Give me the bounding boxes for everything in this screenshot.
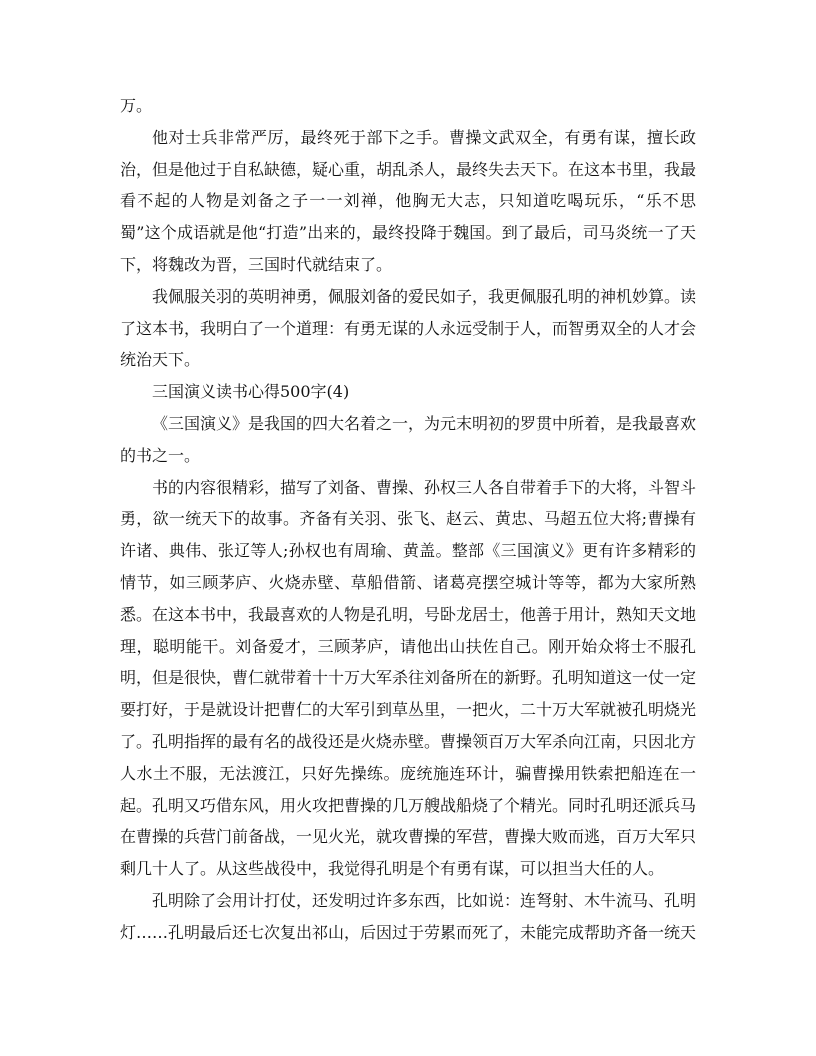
paragraph-cao-cao-liu-shan: 他对士兵非常严厉，最终死于部下之手。曹操文武双全，有勇有谋，擅长政治，但是他过于自私缺德，疑心重，胡乱杀人，最终失去天下。在这本书里，我最看不起的人物是刘备之子一一刘禅，他胸无大志，只知道吃喝玩乐，“乐不思蜀”这个成语就是他“打造”出来的，最终投降于魏国。到了最后，司马炎统一了天下，将魏改为晋，三国时代就结束了。 bbox=[120, 127, 697, 274]
paragraph-admiration: 我佩服关羽的英明神勇，佩服刘备的爱民如子，我更佩服孔明的神机妙算。读了这本书，我明白了一个道理：有勇无谋的人永远受制于人，而智勇双全的人才会统治天下。 bbox=[120, 286, 697, 370]
document-page bbox=[120, 90, 696, 949]
paragraph-continuation: 万。 bbox=[120, 96, 153, 115]
paragraph-inventions: 孔明除了会用计打仗，还发明过许多东西，比如说：连弩射、木牛流马、孔明灯……孔明最后还七次复出祁山，后因过于劳累而死了，未能完成帮助齐备一统天 bbox=[120, 890, 697, 942]
paragraph-story-kongming: 书的内容很精彩，描写了刘备、曹操、孙权三人各自带着手下的大将，斗智斗勇，欲一统天下的故事。齐备有关羽、张飞、赵云、黄忠、马超五位大将;曹操有许诸、典伟、张辽等人;孙权也有周瑜、黄盖。整部《三国演义》更有许多精彩的情节，如三顾茅庐、火烧赤壁、草船借箭、诸葛亮摆空城计等等，都为大家所熟悉。在这本书中，我最喜欢的人物是孔明，号卧龙居士，他善于用计，熟知天文地理，聪明能干。刘备爱才，三顾茅庐，请他出山扶佐自己。刚开始众将士不服孔明，但是很快，曹仁就带着十十万大军杀往刘备所在的新野。孔明知道这一仗一定要打好，于是就设计把曹仁的大军引到草丛里，一把火，二十万大军就被孔明烧光了。孔明指挥的最有名的战役还是火烧赤壁。曹操领百万大军杀向江南，只因北方人水土不服，无法渡江，只好先操练。庞统施连环计，骗曹操用铁索把船连在一起。孔明又巧借东风，用火攻把曹操的几万艘战船烧了个精光。同时孔明还派兵马在曹操的兵营门前备战，一见火光，就攻曹操的军营，曹操大败而逃，百万大军只剩几十人了。从这些战役中，我觉得孔明是个有勇有谋，可以担当大任的人。 bbox=[120, 477, 697, 879]
paragraph-intro: 《三国演义》是我国的四大名着之一，为元末明初的罗贯中所着，是我最喜欢的书之一。 bbox=[120, 413, 697, 465]
section-heading: 三国演义读书心得500字(4) bbox=[152, 382, 350, 402]
